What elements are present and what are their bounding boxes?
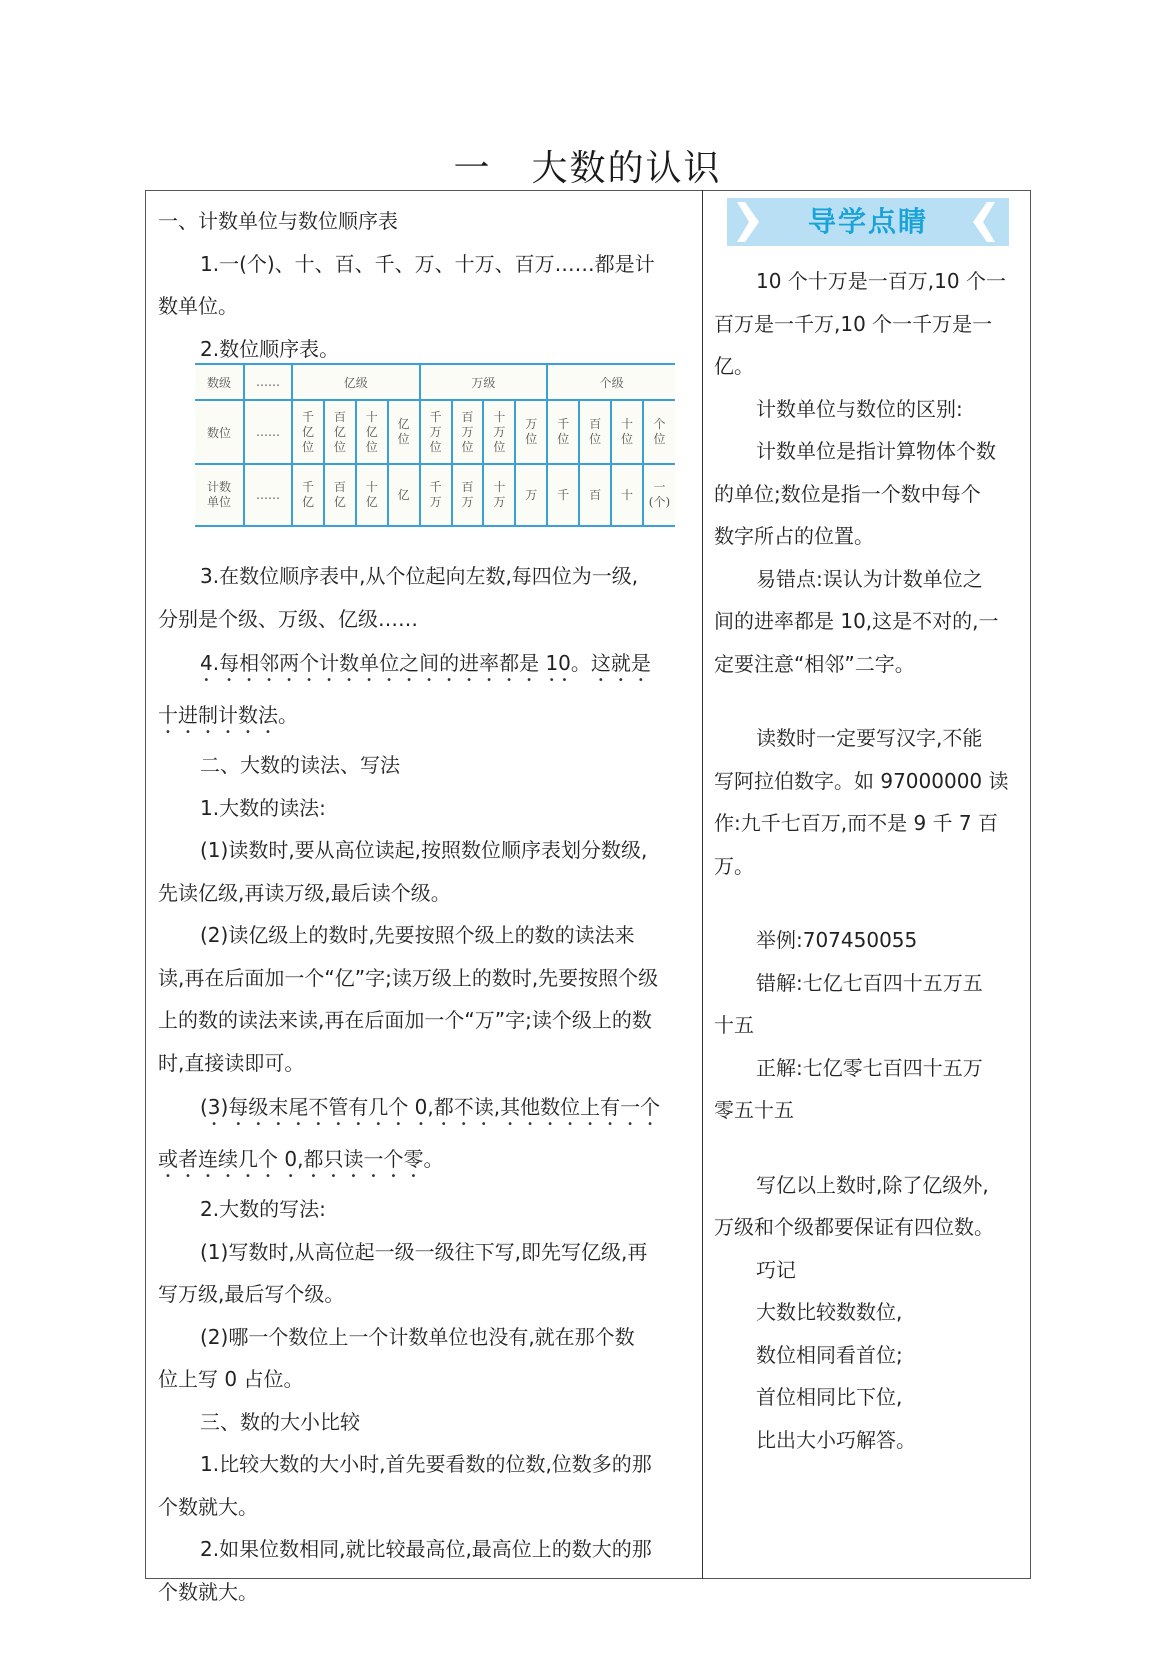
cell-text: 百	[589, 487, 602, 502]
note-text: 间的进率都是 10,这是不对的,一	[714, 609, 999, 633]
mnemonic-line: 首位相同比下位,	[756, 1385, 903, 1409]
cell-text: 亿位	[397, 417, 410, 446]
mnemonic-line: 数位相同看首位;	[756, 1342, 903, 1367]
note-text: 写阿拉伯数字。如 97000000 读	[714, 768, 1009, 793]
paragraph: 个数就大。	[158, 1494, 258, 1519]
table-cell	[452, 464, 484, 526]
table-cell	[356, 400, 388, 464]
paragraph: 先读亿级,再读万级,最后读个级。	[158, 880, 451, 905]
note-text: 计数单位与数位的区别:	[756, 396, 963, 421]
note-text: 数字所占的位置。	[714, 524, 874, 548]
table-cell	[643, 400, 675, 464]
paragraph: 时,直接读即可。	[158, 1050, 305, 1075]
note-text: 万级和个级都要保证有四位数。	[714, 1215, 994, 1239]
level-ge: 个级	[547, 364, 675, 400]
note-text: 正解:七亿零七百四十五万	[756, 1055, 983, 1080]
table-cell	[292, 464, 324, 526]
paragraph: 2.如果位数相同,就比较最高位,最高位上的数大的那	[200, 1537, 652, 1561]
emphasis-paragraph: 十进制计数法。	[158, 703, 298, 727]
note-text: 万。	[714, 853, 754, 878]
note-text: 读数时一定要写汉字,不能	[756, 726, 983, 750]
section-heading-2: 二、大数的读法、写法	[200, 753, 400, 777]
cell-text: 十亿位	[365, 409, 378, 454]
ellipsis-cell: ……	[244, 464, 292, 526]
note-text: 作:九千七百万,而不是 9 千 7 百	[714, 811, 998, 835]
table-cell	[643, 464, 675, 526]
cell-text: 千亿	[301, 480, 314, 509]
paragraph: 位上写 0 占位。	[158, 1367, 304, 1391]
paragraph: (2)哪一个数位上一个计数单位也没有,就在那个数	[200, 1324, 635, 1349]
cell-text: 十万位	[493, 409, 506, 454]
table-cell	[547, 464, 579, 526]
row-label: 数级	[195, 364, 244, 400]
table-cell	[483, 400, 515, 464]
cell-text: 千	[557, 487, 570, 502]
place-value-table	[195, 363, 675, 527]
level-wan: 万级	[420, 364, 548, 400]
table-row-places	[195, 400, 675, 464]
table-cell	[388, 400, 420, 464]
note-text: 计数单位是指计算物体个数	[756, 439, 996, 463]
spacer	[714, 685, 1024, 717]
table-cell	[324, 464, 356, 526]
paragraph: 数单位。	[158, 294, 238, 318]
mnemonic-title: 巧记	[756, 1257, 796, 1282]
table-cell	[452, 400, 484, 464]
cell-text: 百万	[461, 480, 474, 509]
note-text: 定要注意“相邻”二字。	[714, 651, 915, 676]
guide-banner	[727, 198, 1009, 246]
table-cell	[324, 400, 356, 464]
subheading: 1.大数的读法:	[200, 795, 326, 820]
cell-text: 计数单位	[206, 480, 231, 509]
paragraph: (1)写数时,从高位起一级一级往下写,即先写亿级,再	[200, 1239, 648, 1264]
note-text: 10 个十万是一百万,10 个一	[756, 269, 1006, 293]
note-text: 十五	[714, 1013, 754, 1037]
mnemonic-line: 比出大小巧解答。	[756, 1427, 916, 1452]
subheading: 2.大数的写法:	[200, 1197, 326, 1221]
paragraph: 3.在数位顺序表中,从个位起向左数,每四位为一级,	[200, 564, 639, 588]
banner-label: 导学点睛	[807, 205, 928, 238]
page-title	[0, 140, 1175, 191]
paragraph: 1.比较大数的大小时,首先要看数的位数,位数多的那	[200, 1452, 652, 1476]
table-row-levels	[195, 364, 675, 400]
table-row-units	[195, 464, 675, 526]
chapter-number: 一	[453, 148, 492, 189]
cell-text: 个位	[653, 417, 666, 446]
cell-text: 千位	[557, 417, 570, 446]
table-cell	[579, 400, 611, 464]
chapter-title: 大数的认识	[531, 148, 722, 189]
table-cell	[292, 400, 324, 464]
cell-text: 亿	[397, 487, 410, 502]
table-cell	[420, 400, 452, 464]
table-cell	[420, 464, 452, 526]
cell-text: 十位	[621, 417, 634, 446]
table-cell	[611, 464, 643, 526]
spacer	[714, 887, 1024, 919]
right-column	[714, 260, 1024, 1461]
mnemonic-line: 大数比较数数位,	[756, 1300, 903, 1324]
cell-text: 千万	[429, 480, 442, 509]
ellipsis-cell: ……	[244, 400, 292, 464]
paragraph: 2.数位顺序表。	[200, 336, 340, 361]
emphasis-paragraph: (3)每级末尾不管有几个 0,都不读,其他数位上有一个	[200, 1095, 661, 1119]
cell-text: 万位	[525, 417, 538, 446]
cell-text: 百万位	[461, 409, 474, 454]
cell-text: 千亿位	[301, 409, 314, 454]
table-cell	[356, 464, 388, 526]
row-label: 数位	[195, 400, 244, 464]
note-text: 写亿以上数时,除了亿级外,	[756, 1172, 989, 1197]
paragraph: 分别是个级、万级、亿级……	[158, 606, 418, 631]
paragraph: 读,再在后面加一个“亿”字;读万级上的数时,先要按照个级	[158, 965, 659, 990]
table-cell	[483, 464, 515, 526]
cell-text: 十万	[493, 480, 506, 509]
note-text: 易错点:误认为计数单位之	[756, 566, 983, 591]
note-text: 举例:707450055	[756, 928, 918, 952]
paragraph: 写万级,最后写个级。	[158, 1282, 345, 1306]
level-yi: 亿级	[292, 364, 420, 400]
paragraph: 1.一(个)、十、百、千、万、十万、百万……都是计	[200, 251, 655, 276]
paragraph: 上的数的读法来读,再在后面加一个“万”字;读个级上的数	[158, 1008, 652, 1032]
note-text: 的单位;数位是指一个数中每个	[714, 481, 981, 506]
cell-text: 一(个)	[648, 480, 671, 509]
section-heading-3: 三、数的大小比较	[200, 1409, 360, 1434]
emphasis-paragraph: 4.每相邻两个计数单位之间的进率都是 10。这就是	[200, 651, 651, 675]
note-text: 百万是一千万,10 个一千万是一	[714, 311, 993, 336]
table-cell	[515, 400, 547, 464]
note-text: 错解:七亿七百四十五万五	[756, 970, 983, 995]
paragraph: 个数就大。	[158, 1579, 258, 1604]
column-divider	[702, 190, 703, 1579]
cell-text: 十	[621, 487, 634, 502]
paragraph: (1)读数时,要从高位读起,按照数位顺序表划分数级,	[200, 838, 648, 862]
emphasis-paragraph: 或者连续几个 0,都只读一个零。	[158, 1147, 444, 1171]
cell-text: 千万位	[429, 409, 442, 454]
note-text: 零五十五	[714, 1098, 794, 1122]
cell-text: 百亿	[333, 480, 346, 509]
table-cell	[515, 464, 547, 526]
section-heading-1: 一、计数单位与数位顺序表	[158, 209, 398, 233]
row-label	[195, 464, 244, 526]
cell-text: 百位	[589, 417, 602, 446]
table-cell	[611, 400, 643, 464]
table-cell	[388, 464, 420, 526]
cell-text: 万	[525, 487, 538, 502]
paragraph: (2)读亿级上的数时,先要按照个级上的数的读法来	[200, 923, 635, 947]
table-cell	[579, 464, 611, 526]
cell-text: 百亿位	[333, 409, 346, 454]
ellipsis-cell: ……	[244, 364, 292, 400]
cell-text: 十亿	[365, 480, 378, 509]
spacer	[714, 1132, 1024, 1164]
note-text: 亿。	[714, 354, 754, 378]
table-cell	[547, 400, 579, 464]
